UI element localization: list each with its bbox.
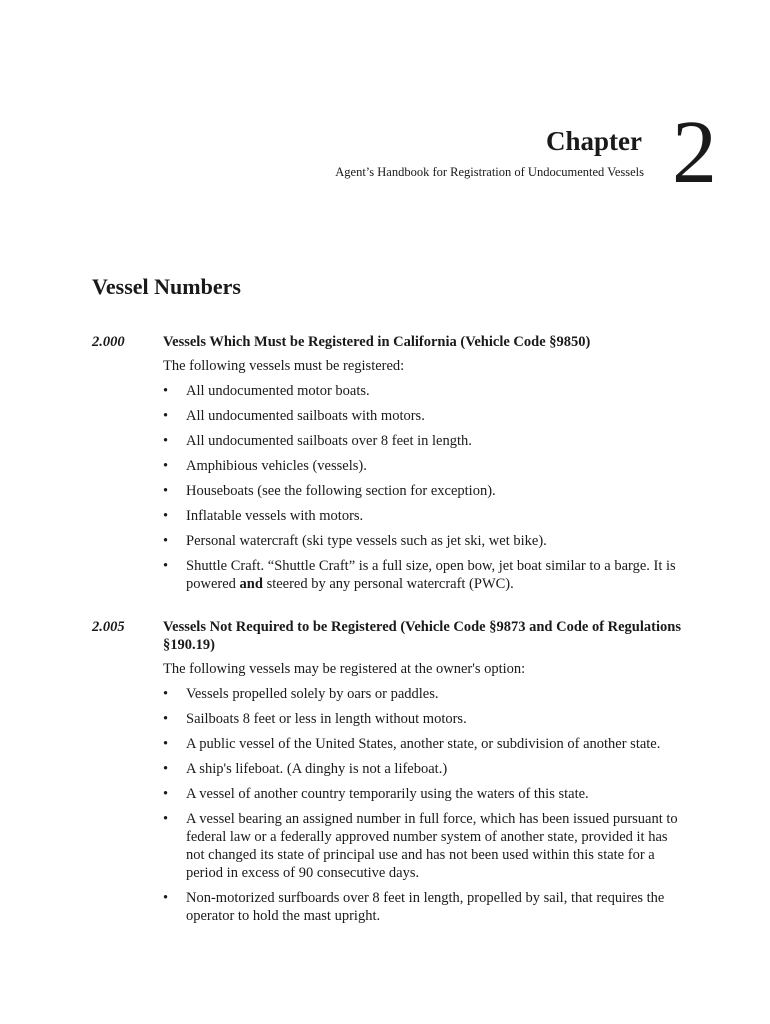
section-title: Vessels Which Must be Registered in California (Vehicle Code §9850) (163, 334, 591, 350)
list-item (163, 760, 687, 778)
list-item-text-bold: and (239, 576, 263, 592)
list-item (163, 735, 687, 753)
chapter-label: Chapter (546, 126, 642, 156)
list-item-text: Sailboats 8 feet or less in length without motors. (186, 711, 467, 727)
list-item-text-before: Shuttle Craft. “Shuttle Craft” is a full size, open bow, jet boat similar to a barge. It is powered (186, 558, 676, 592)
list-item-text: A vessel bearing an assigned number in full force, which has been issued pursuant to federal law or a federally approved number system of another state, provided it has not changed its state of principal use and has not been used within this state for a period in excess of 90 consecutive days. (186, 811, 678, 881)
list-item-text: A public vessel of the United States, another state, or subdivision of another state. (186, 736, 661, 752)
section-intro: The following vessels must be registered: (163, 358, 405, 374)
page-heading: Vessel Numbers (92, 274, 241, 299)
list-item (163, 710, 687, 728)
list-item (163, 557, 687, 593)
bullet-glyph: • (163, 508, 169, 524)
list-item (163, 785, 687, 803)
list-item (163, 432, 687, 450)
list-item-text-after: steered by any personal watercraft (PWC). (262, 576, 514, 592)
bullet-glyph: • (163, 890, 169, 906)
list-item (163, 507, 687, 525)
handbook-subtitle: Agent’s Handbook for Registration of Undocumented Vessels (335, 165, 644, 179)
section-2005 (92, 618, 687, 925)
bullet-glyph: • (163, 433, 169, 449)
chapter-number: 2 (672, 103, 717, 202)
bullet-glyph: • (163, 786, 169, 802)
list-item (163, 532, 687, 550)
section-number: 2.005 (92, 619, 125, 635)
bullet-list (163, 382, 687, 593)
list-item-text: All undocumented sailboats with motors. (186, 408, 425, 424)
bullet-glyph: • (163, 558, 169, 574)
bullet-glyph: • (163, 483, 169, 499)
bullet-list (163, 685, 687, 925)
bullet-glyph: • (163, 458, 169, 474)
list-item (163, 407, 687, 425)
bullet-glyph: • (163, 408, 169, 424)
list-item (163, 810, 687, 882)
list-item-text: A ship's lifeboat. (A dinghy is not a lifeboat.) (186, 761, 448, 777)
list-item-text: Amphibious vehicles (vessels). (186, 458, 367, 474)
section-intro: The following vessels may be registered at the owner's option: (163, 661, 526, 677)
list-item-text: Houseboats (see the following section for exception). (186, 483, 496, 499)
section-2000 (92, 333, 687, 593)
bullet-glyph: • (163, 736, 169, 752)
list-item-text: Inflatable vessels with motors. (186, 508, 364, 524)
list-item-text: Personal watercraft (ski type vessels such as jet ski, wet bike). (186, 533, 547, 549)
list-item-text: Vessels propelled solely by oars or paddles. (186, 686, 439, 702)
list-item-text: A vessel of another country temporarily using the waters of this state. (186, 786, 589, 802)
bullet-glyph: • (163, 686, 169, 702)
bullet-glyph: • (163, 711, 169, 727)
bullet-glyph: • (163, 533, 169, 549)
bullet-glyph: • (163, 383, 169, 399)
list-item (163, 382, 687, 400)
list-item (163, 482, 687, 500)
bullet-glyph: • (163, 811, 169, 827)
section-number: 2.000 (92, 334, 125, 350)
list-item (163, 457, 687, 475)
bullet-glyph: • (163, 761, 169, 777)
list-item-text: All undocumented motor boats. (186, 383, 370, 399)
list-item-text: All undocumented sailboats over 8 feet in length. (186, 433, 472, 449)
list-item (163, 889, 687, 925)
section-title: Vessels Not Required to be Registered (Vehicle Code §9873 and Code of Regulations §190.19) (163, 619, 681, 653)
list-item (163, 685, 687, 703)
list-item-text: Non-motorized surfboards over 8 feet in length, propelled by sail, that requires the operator to hold the mast upright. (186, 890, 665, 924)
